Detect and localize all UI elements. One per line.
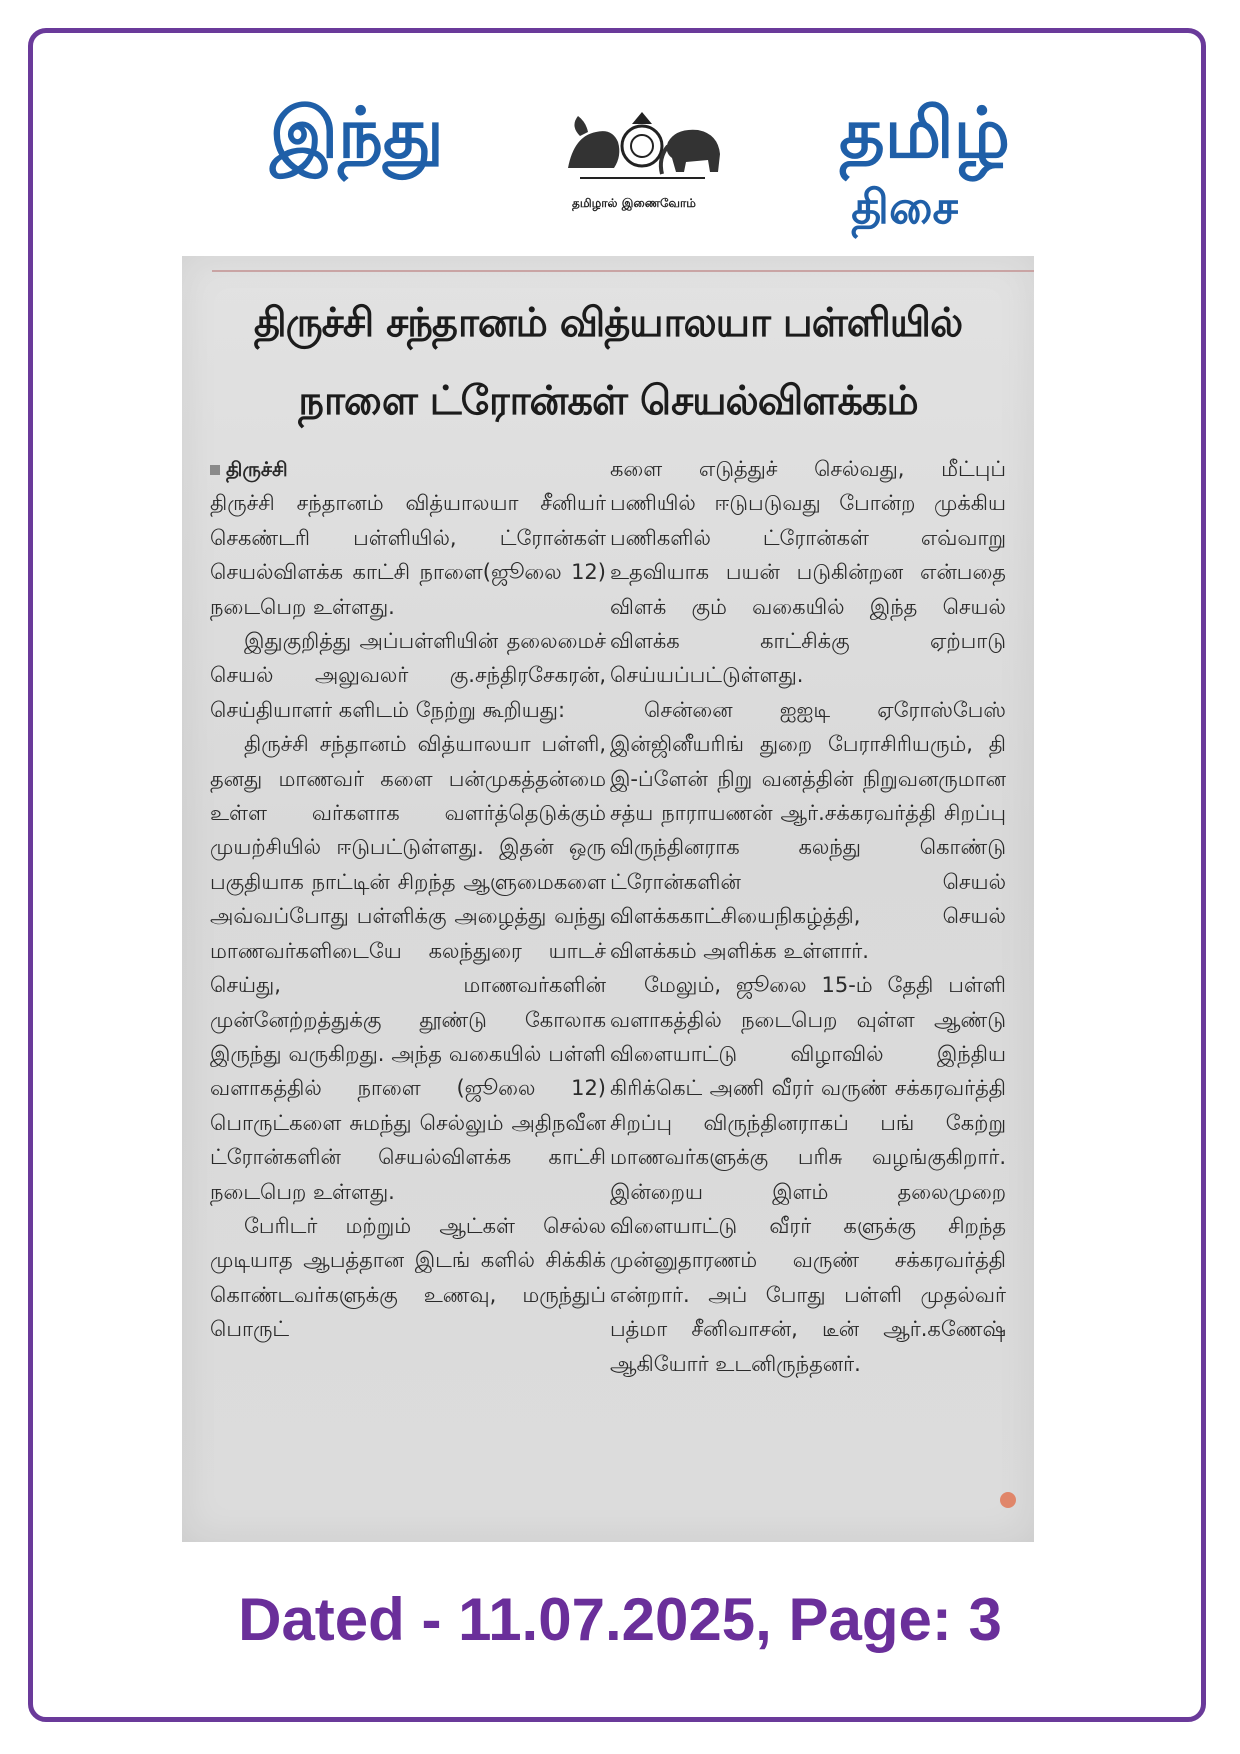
article-column-right bbox=[610, 452, 1006, 1381]
masthead-right-word: தமிழ் bbox=[839, 92, 1010, 174]
article-dateline bbox=[210, 452, 606, 486]
masthead-left-word: இந்து bbox=[270, 92, 444, 174]
publication-date-caption: Dated - 11.07.2025, Page: 3 bbox=[238, 1586, 1002, 1653]
newspaper-masthead bbox=[270, 92, 1010, 252]
article-paragraph: இதுகுறித்து அப்பள்ளியின் தலைமைச் செயல் அலுவலர் கு.சந்திரசேகரன், செய்தியாளர் களிடம் நேற்று கூறியது: bbox=[210, 629, 606, 722]
dateline-bullet-icon bbox=[210, 465, 220, 475]
article-paragraph: திருச்சி சந்தானம் வித்யாலயா பள்ளி, தனது மாணவர் களை பன்முகத்தன்மை உள்ள வர்களாக வளர்த்தெடுக்கும் முயற்சியில் ஈடுபட்டுள்ளது. இதன் ஒரு பகுதியாக நாட்டின் சிறந்த ஆளுமைகளை அவ்வப்போது பள்ளிக்கு அழைத்து வந்து மாணவர்களிடையே கலந்துரை யாடச் செய்து, மாணவர்களின் முன்னேற்றத்துக்கு தூண்டு கோலாக இருந்து வருகிறது. அந்த வகையில் பள்ளி வளாகத்தில் நாளை (ஜூலை 12) பொருட்களை சுமந்து செல்லும் அதிநவீன ட்ரோன்களின் செயல்விளக்க காட்சி நடைபெற உள்ளது. bbox=[210, 732, 606, 1204]
dateline-text: திருச்சி bbox=[226, 457, 288, 481]
masthead-sub-word: திசை bbox=[851, 180, 958, 234]
article-headline-line-1: திருச்சி சந்தானம் வித்யாலயா பள்ளியில் bbox=[253, 300, 963, 346]
newspaper-clipping bbox=[182, 256, 1034, 1542]
lion-elephant-crest-icon bbox=[560, 106, 725, 188]
clipping-top-rule bbox=[212, 270, 1034, 272]
article-column-left bbox=[210, 452, 606, 1347]
article-paragraph: பேரிடர் மற்றும் ஆட்கள் செல்ல முடியாத ஆபத்தான இடங் களில் சிக்கிக் கொண்டவர்களுக்கு உணவு, மருந்துப் பொருட் bbox=[210, 1213, 606, 1342]
article-paragraph: மேலும், ஜூலை 15-ம் தேதி பள்ளி வளாகத்தில் நடைபெற வுள்ள ஆண்டு விளையாட்டு விழாவில் இந்திய கிரிக்கெட் அணி வீரர் வருண் சக்கரவர்த்தி சிறப்பு விருந்தினராகப் பங் கேற்று மாணவர்களுக்கு பரிசு வழங்குகிறார். இன்றைய இளம் தலைமுறை விளையாட்டு வீரர் களுக்கு சிறந்த முன்னுதாரணம் வருண் சக்கரவர்த்தி என்றார். அப் போது பள்ளி முதல்வர் பத்மா சீனிவாசன், டீன் ஆர்.கணேஷ் ஆகியோர் உடனிருந்தனர். bbox=[610, 973, 1006, 1376]
article-paragraph: சென்னை ஐஐடி ஏரோஸ்பேஸ் இன்ஜினீயரிங் துறை பேராசிரியரும், தி இ-ப்ளேன் நிறு வனத்தின் நிறுவனருமான சத்ய நாராயணன் ஆர்.சக்கரவர்த்தி சிறப்பு விருந்தினராக கலந்து கொண்டு ட்ரோன்களின் செயல் விளக்ககாட்சியைநிகழ்த்தி, செயல் விளக்கம் அளிக்க உள்ளார். bbox=[610, 697, 1006, 963]
article-headline-line-2: நாளை ட்ரோன்கள் செயல்விளக்கம் bbox=[298, 378, 918, 424]
masthead-tagline: தமிழால் இணைவோம் bbox=[572, 196, 696, 210]
article-paragraph: களை எடுத்துச் செல்வது, மீட்புப் பணியில் ஈடுபடுவது போன்ற முக்கிய பணிகளில் ட்ரோன்கள் எவ்வாறு உதவியாக பயன் படுகின்றன என்பதை விளக் கும் வகையில் இந்த செயல் விளக்க காட்சிக்கு ஏற்பாடு செய்யப்பட்டுள்ளது. bbox=[610, 457, 1006, 688]
article-end-dot-icon bbox=[1000, 1492, 1016, 1508]
article-paragraph: திருச்சி சந்தானம் வித்யாலயா சீனியர் செகண்டரி பள்ளியில், ட்ரோன்கள் செயல்விளக்க காட்சி நாளை(ஜூலை 12) நடைபெற உள்ளது. bbox=[210, 491, 606, 619]
